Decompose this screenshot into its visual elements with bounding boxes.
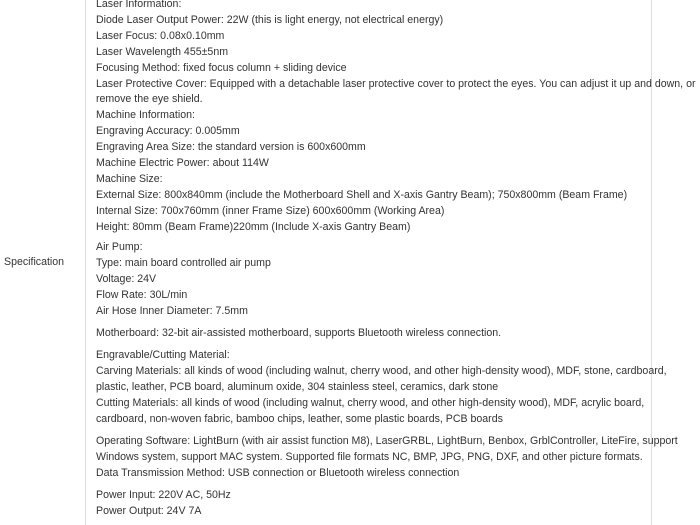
spec-line: remove the eye shield. bbox=[96, 93, 203, 106]
spec-label: Specification bbox=[4, 256, 65, 268]
materials-paragraph bbox=[96, 348, 667, 428]
spec-line: Height: 80mm (Beam Frame)220mm (Include X-axis Gantry Beam) bbox=[96, 220, 411, 233]
spec-line: Power Output: 24V 7A bbox=[96, 504, 202, 517]
spec-line: Air Pump: bbox=[96, 241, 143, 253]
air-pump-paragraph bbox=[96, 240, 648, 320]
power-paragraph bbox=[96, 488, 648, 520]
spec-line: Voltage: 24V bbox=[96, 272, 157, 285]
spec-line: Machine Electric Power: about 114W bbox=[96, 157, 269, 170]
spec-value-cell bbox=[87, 0, 696, 525]
spec-line: Carving Materials: all kinds of wood (including walnut, cherry wood, and other high-density wood), MDF, stone, cardboard, bbox=[96, 364, 667, 377]
spec-line: Laser Focus: 0.08x0.10mm bbox=[96, 29, 225, 42]
spec-line: Air Hose Inner Diameter: 7.5mm bbox=[96, 304, 248, 317]
spec-line: Laser Wavelength 455±5nm bbox=[96, 45, 229, 58]
spec-line: plastic, leather, PCB board, aluminum oxide, 304 stainless steel, ceramics, dark stone bbox=[96, 380, 499, 393]
spec-line: Focusing Method: fixed focus column + sliding device bbox=[96, 61, 347, 74]
spec-line: Engraving Accuracy: 0.005mm bbox=[96, 125, 240, 138]
spec-line: External Size: 800x840mm (include the Motherboard Shell and X-axis Gantry Beam); 750x800mm (Beam Frame) bbox=[96, 188, 628, 201]
spec-line: Windows system, support MAC system. Supported file formats NC, BMP, JPG, PNG, DXF, and other picture formats. bbox=[96, 450, 643, 463]
spec-line: Diode Laser Output Power: 22W (this is light energy, not electrical energy) bbox=[96, 13, 444, 26]
spec-line: Power Input: 220V AC, 50Hz bbox=[96, 489, 231, 501]
spec-line: Engraving Area Size: the standard version is 600x600mm bbox=[96, 141, 366, 154]
spec-line: cardboard, non-woven fabric, bamboo chips, leather, some plastic boards, PCB boards bbox=[96, 412, 503, 425]
spec-line: Laser Protective Cover: Equipped with a detachable laser protective cover to protect the eyes. You can adjust it up and down, or bbox=[96, 77, 696, 90]
spec-line: Internal Size: 700x760mm (inner Frame Size) 600x600mm (Working Area) bbox=[96, 204, 445, 217]
spec-line: Operating Software: LightBurn (with air assist function M8), LaserGRBL, LightBurn, Benbox, GrblController, LiteFire, support bbox=[96, 435, 678, 447]
spec-line: Flow Rate: 30L/min bbox=[96, 288, 188, 301]
spec-label-cell bbox=[0, 0, 86, 525]
spec-line: Engravable/Cutting Material: bbox=[96, 349, 230, 361]
motherboard-paragraph bbox=[96, 326, 648, 342]
software-paragraph bbox=[96, 434, 678, 482]
spec-line: Machine Size: bbox=[96, 172, 163, 185]
spec-line: Cutting Materials: all kinds of wood (including walnut, cherry wood, and other high-density wood), MDF, acrylic board, bbox=[96, 396, 645, 409]
spec-line: Machine Information: bbox=[96, 109, 195, 122]
spec-line: Data Transmission Method: USB connection or Bluetooth wireless connection bbox=[96, 466, 460, 479]
spec-line: Laser Information: bbox=[96, 0, 182, 10]
spec-line: Motherboard: 32-bit air-assisted motherboard, supports Bluetooth wireless connection. bbox=[96, 327, 502, 339]
laser-machine-info-paragraph bbox=[96, 0, 696, 236]
spec-line: Type: main board controlled air pump bbox=[96, 256, 271, 269]
